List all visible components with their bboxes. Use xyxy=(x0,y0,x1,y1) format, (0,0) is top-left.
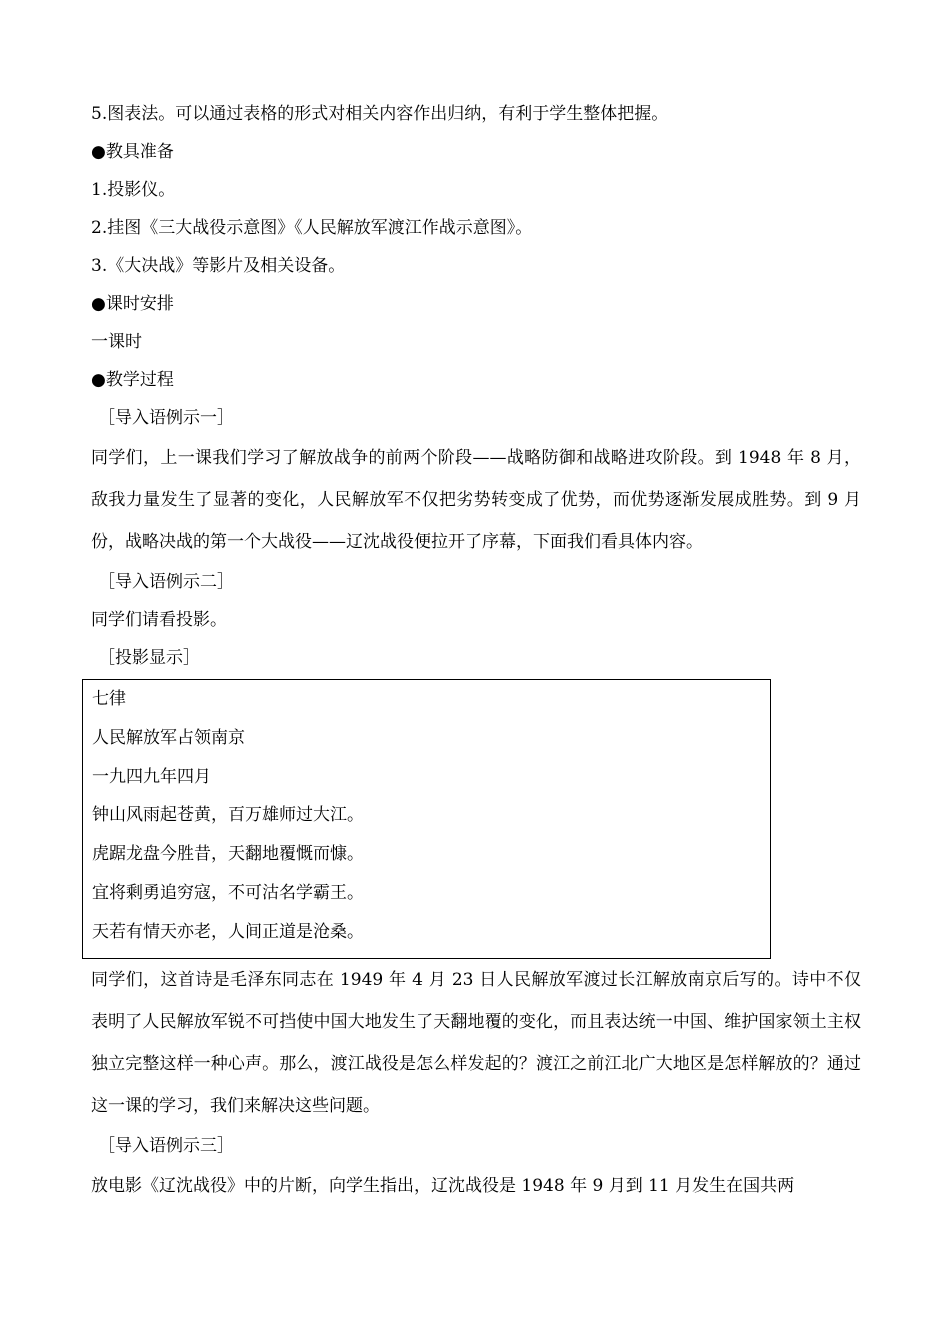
poem-title: 七律 xyxy=(92,689,126,709)
intro-example-1-label: ［导入语例示一］ xyxy=(98,408,234,428)
section-heading-schedule: ●课时安排 xyxy=(91,294,174,314)
schedule-value: 一课时 xyxy=(91,332,142,352)
intro-example-1-text: 同学们，上一课我们学习了解放战争的前两个阶段——战略防御和战略进攻阶段。到 1948 年 8 月，敌我力量发生了显著的变化，人民解放军不仅把劣势转变成了优势，而优势逐渐发展成胜势。到 9 月份，战略决战的第一个大战役——辽沈战役便拉开了序幕，下面我们看具体内容。 xyxy=(91,448,861,552)
section-heading-process: ●教学过程 xyxy=(91,370,174,390)
poem-box xyxy=(82,679,771,959)
intro-example-3-text: 放电影《辽沈战役》中的片断，向学生指出，辽沈战役是 1948 年 9 月到 11 月发生在国共两 xyxy=(91,1175,795,1196)
method-item-5: 5.图表法。可以通过表格的形式对相关内容作出归纳，有利于学生整体把握。 xyxy=(91,104,669,124)
aid-item-3: 3.《大决战》等影片及相关设备。 xyxy=(91,256,346,276)
aid-item-1: 1.投影仪。 xyxy=(91,180,176,200)
watch-projection-text: 同学们请看投影。 xyxy=(91,610,227,630)
poem-verse: 钟山风雨起苍黄，百万雄师过大江。 xyxy=(92,805,364,826)
poem-explanation-text: 同学们，这首诗是毛泽东同志在 1949 年 4 月 23 日人民解放军渡过长江解放南京后写的。诗中不仅表明了人民解放军锐不可挡使中国大地发生了天翻地覆的变化，而且表达统一中国、维护国家领土主权独立完整这样一种心声。那么，渡江战役是怎么样发起的？渡江之前江北广大地区是怎样解放的？通过这一课的学习，我们来解决这些问题。 xyxy=(91,969,861,1116)
poem-date: 一九四九年四月 xyxy=(92,766,211,787)
document-body xyxy=(91,95,861,1207)
section-heading-teaching-aids: ●教具准备 xyxy=(91,142,174,162)
poem-subtitle: 人民解放军占领南京 xyxy=(92,727,245,748)
intro-example-3-label: ［导入语例示三］ xyxy=(98,1135,234,1156)
intro-example-2-label: ［导入语例示二］ xyxy=(98,572,234,592)
poem-verse: 天若有情天亦老，人间正道是沧桑。 xyxy=(92,921,364,942)
aid-item-2: 2.挂图《三大战役示意图》《人民解放军渡江作战示意图》。 xyxy=(91,218,533,238)
poem-verse: 宜将剩勇追穷寇，不可沽名学霸王。 xyxy=(92,882,364,903)
poem-verse: 虎踞龙盘今胜昔，天翻地覆慨而慷。 xyxy=(92,844,364,865)
projection-label: ［投影显示］ xyxy=(98,648,200,668)
